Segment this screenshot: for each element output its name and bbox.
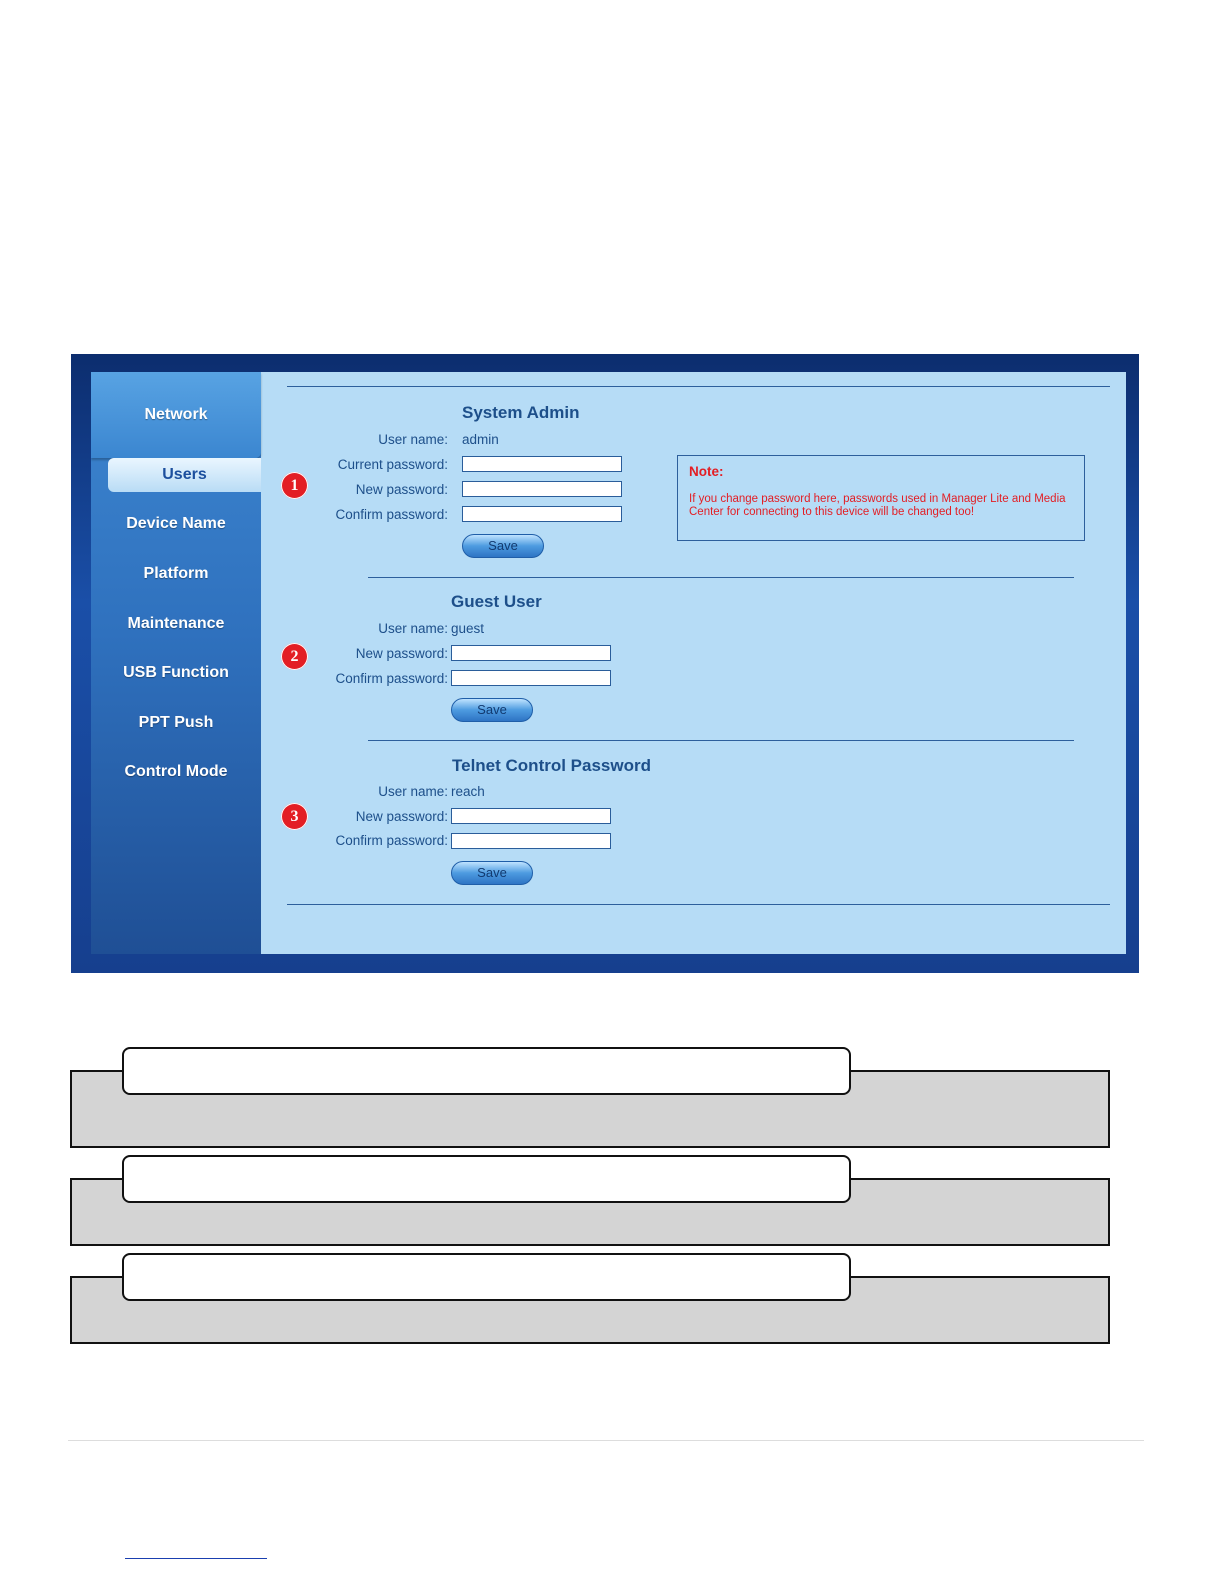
guest-new-password-label: New password:: [355, 646, 448, 661]
guest-new-password-input[interactable]: [451, 645, 611, 661]
admin-username-value: admin: [462, 432, 499, 447]
guest-user-title: Guest User: [451, 592, 542, 611]
footer-link-underline: [125, 1558, 267, 1559]
sidebar-item-users[interactable]: Users: [108, 458, 261, 492]
sidebar: [91, 372, 261, 954]
footer-divider: [68, 1440, 1144, 1441]
divider: [368, 577, 1074, 578]
section-1-badge: 1: [281, 472, 308, 499]
sidebar-item-device-name[interactable]: Device Name: [126, 515, 226, 532]
admin-save-button[interactable]: Save: [462, 534, 544, 558]
settings-window: [91, 372, 1126, 954]
guest-confirm-password-label: Confirm password:: [335, 671, 448, 686]
divider: [368, 740, 1074, 741]
section-2-badge: 2: [281, 643, 308, 670]
guest-save-button[interactable]: Save: [451, 698, 533, 722]
sidebar-item-maintenance[interactable]: Maintenance: [127, 615, 225, 632]
note-title: Note:: [689, 464, 724, 479]
note-body: If you change password here, passwords used in Manager Lite and Media Center for connecting to this device will be changed too!: [689, 493, 1066, 518]
sidebar-item-platform[interactable]: Platform: [143, 565, 209, 582]
telnet-confirm-password-input[interactable]: [451, 833, 611, 849]
admin-current-password-input[interactable]: [462, 456, 622, 472]
telnet-confirm-password-label: Confirm password:: [335, 833, 448, 848]
admin-new-password-label: New password:: [355, 482, 448, 497]
sidebar-item-network[interactable]: Network: [91, 372, 261, 458]
sidebar-item-ppt-push[interactable]: PPT Push: [138, 714, 214, 731]
telnet-username-label: User name:: [378, 784, 448, 799]
screenshot-frame: [71, 354, 1139, 973]
note-box: [677, 455, 1085, 541]
telnet-title: Telnet Control Password: [452, 756, 651, 775]
description-header-2: [122, 1155, 851, 1203]
users-panel: [261, 372, 1126, 954]
section-3-badge: 3: [281, 803, 308, 830]
admin-current-password-label: Current password:: [337, 457, 448, 472]
divider: [287, 386, 1110, 387]
telnet-save-button[interactable]: Save: [451, 861, 533, 885]
telnet-new-password-input[interactable]: [451, 808, 611, 824]
telnet-new-password-label: New password:: [355, 809, 448, 824]
guest-username-value: guest: [451, 621, 485, 636]
admin-confirm-password-label: Confirm password:: [335, 507, 448, 522]
sidebar-item-usb-function[interactable]: USB Function: [123, 664, 229, 681]
admin-new-password-input[interactable]: [462, 481, 622, 497]
description-header-1: [122, 1047, 851, 1095]
system-admin-title: System Admin: [462, 403, 580, 422]
description-header-3: [122, 1253, 851, 1301]
guest-username-label: User name:: [378, 621, 448, 636]
telnet-username-value: reach: [451, 784, 485, 799]
admin-username-label: User name:: [378, 432, 448, 447]
sidebar-item-control-mode[interactable]: Control Mode: [124, 763, 228, 780]
divider: [287, 904, 1110, 905]
guest-confirm-password-input[interactable]: [451, 670, 611, 686]
admin-confirm-password-input[interactable]: [462, 506, 622, 522]
